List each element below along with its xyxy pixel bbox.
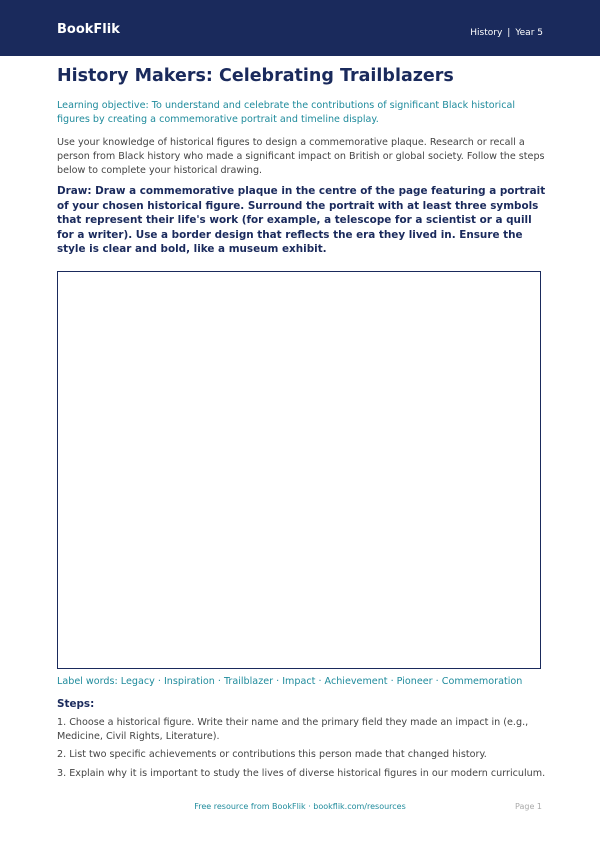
label-words: Label words: Legacy · Inspiration · Trailblazer · Impact · Achievement · Pioneer · Commemoration — [57, 676, 523, 687]
brand-logo[interactable]: BookFlik — [57, 22, 120, 37]
page-title: History Makers: Celebrating Trailblazers — [57, 66, 454, 86]
step-item: 3. Explain why it is important to study the lives of diverse historical figures in our modern curriculum. — [57, 767, 546, 779]
step-item: 1. Choose a historical figure. Write their name and the primary field they made an impact in (e.g., Medicine, Civil Rights, Literature). — [57, 717, 529, 742]
step-item: 2. List two specific achievements or contributions this person made that changed history. — [57, 749, 487, 760]
page-header — [0, 0, 600, 56]
header-meta — [470, 27, 543, 39]
footer-text[interactable]: Free resource from BookFlik · bookflik.com/resources — [194, 802, 406, 811]
learning-objective: Learning objective: To understand and celebrate the contributions of significant Black historical figures by creating a commemorative portrait and timeline display. — [57, 100, 516, 125]
header-separator: | — [507, 28, 511, 38]
intro-paragraph: Use your knowledge of historical figures to design a commemorative plaque. Research or recall a person from Black history who made a significant impact on British or global society. Follow the steps below to complete your historical drawing. — [57, 137, 545, 176]
year-label: Year 5 — [515, 28, 543, 38]
subject-label: History — [470, 28, 503, 38]
drawing-area[interactable] — [57, 271, 541, 669]
draw-instruction: Draw: Draw a commemorative plaque in the centre of the page featuring a portrait of your chosen historical figure. Surround the portrait with at least three symbols that represent their life's work (for example, a telescope for a scientist or a quill for a writer). Use a border design that reflects the era they lived in. Ensure the style is clear and bold, like a museum exhibit. — [57, 185, 546, 255]
steps-heading: Steps: — [57, 698, 95, 710]
steps-list — [57, 716, 547, 785]
page-number: Page 1 — [515, 802, 542, 811]
